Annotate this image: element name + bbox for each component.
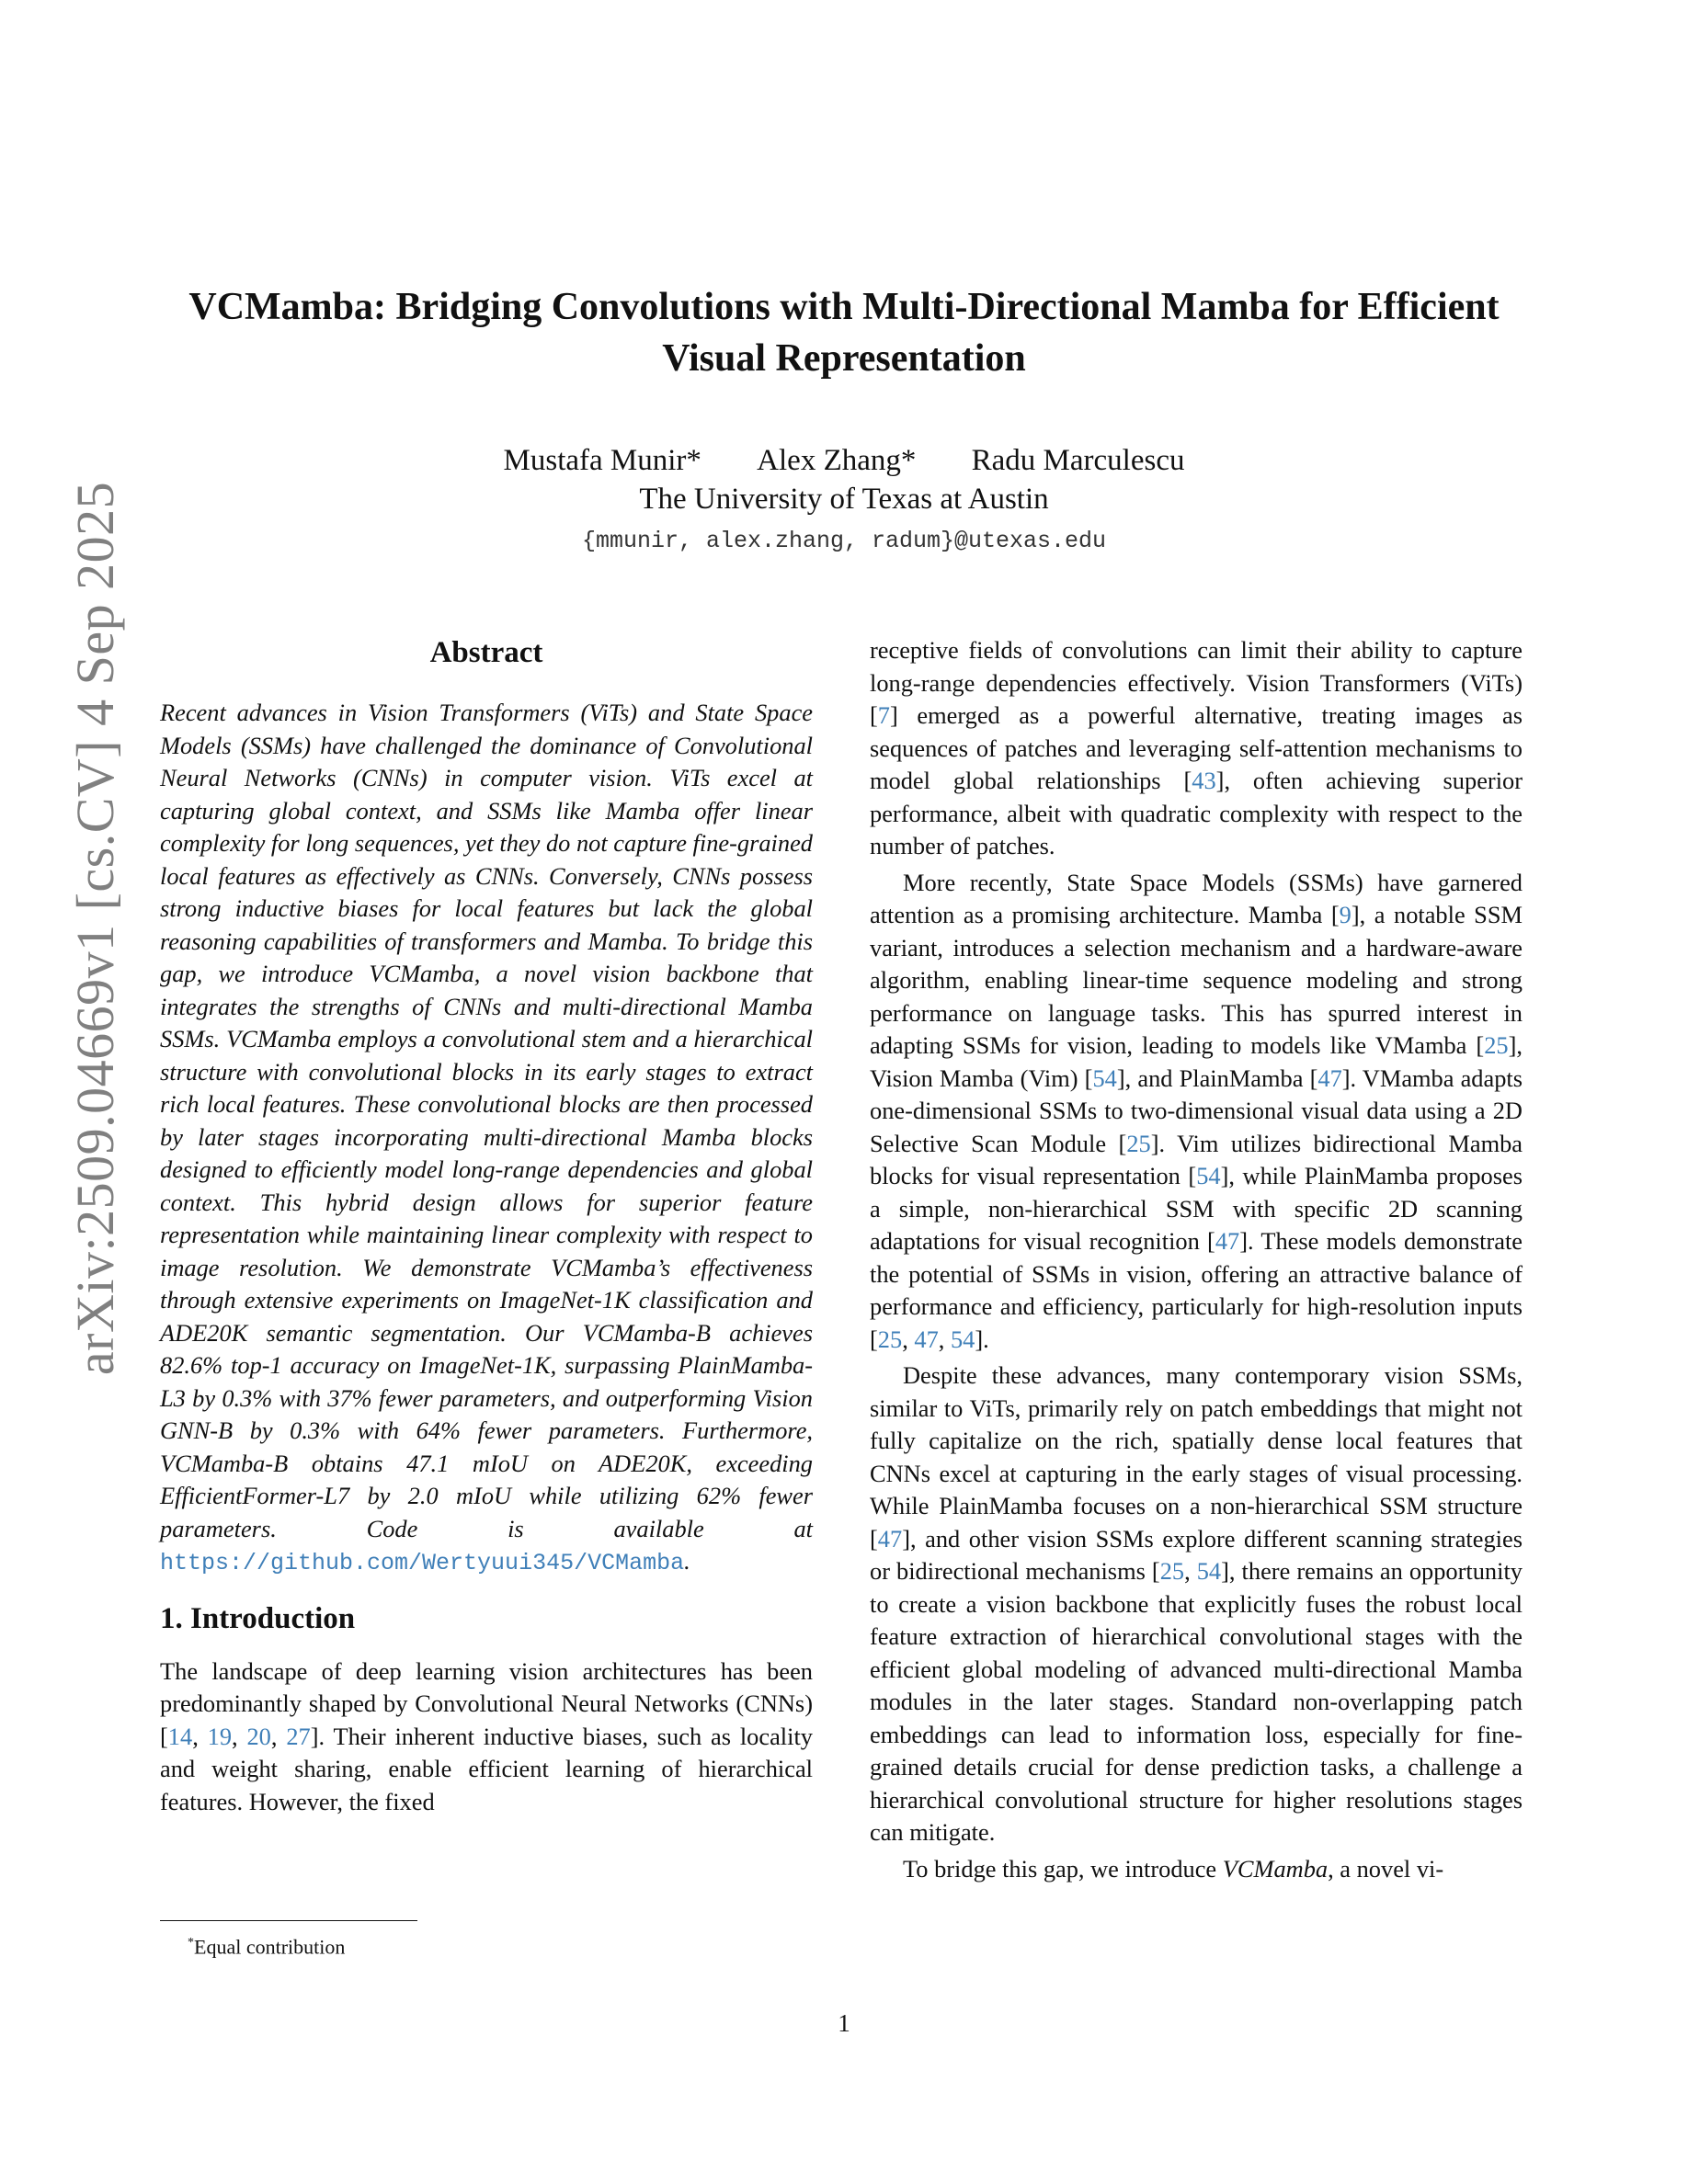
affiliation: The University of Texas at Austin <box>639 483 1049 516</box>
text-run: , <box>902 1325 915 1353</box>
citation-link[interactable]: 47 <box>877 1524 903 1553</box>
text-run: ], and other vision SSMs explore different scanning strategies or bidirectional mechanisms [ <box>870 1524 1523 1585</box>
citation-link[interactable]: 47 <box>1317 1064 1342 1092</box>
page-number: 1 <box>838 2009 850 2037</box>
citation-link[interactable]: 20 <box>246 1722 271 1750</box>
right-column <box>870 634 1523 1885</box>
author-emails: {mmunir, alex.zhang, radum}@utexas.edu <box>581 528 1107 554</box>
abstract-end: . <box>684 1547 690 1575</box>
text-run: , a novel vi- <box>1328 1854 1444 1883</box>
text-run: ]. These models demonstrate the potential of SSMs in vision, offering an attractive balance of performance and efficiency, particularly for high-resolution inputs [ <box>870 1227 1523 1353</box>
text-run: , <box>232 1722 247 1750</box>
citation-link[interactable]: 7 <box>877 701 890 729</box>
text-run: ] emerged as a powerful alternative, treating images as sequences of patches and leveraging self-attention mechanisms to model global relationships [ <box>870 701 1523 794</box>
body-paragraph <box>870 867 1523 1357</box>
intro-paragraph <box>160 1655 813 1819</box>
citation-link[interactable]: 19 <box>207 1722 233 1750</box>
text-run: ], a notable SSM variant, introduces a selection mechanism and a hardware-aware algorithm, enabling linear-time sequence modeling and strong performance on language tasks. This has spurred interest in adapting SSMs for vision, leading to models like VMamba [ <box>870 901 1523 1059</box>
paper-title: VCMamba: Bridging Convolutions with Multi-Directional Mamba for Efficient Visual Representation <box>188 286 1500 380</box>
arxiv-stamp: arXiv:2509.04669v1 [cs.CV] 4 Sep 2025 <box>65 481 125 1376</box>
text-run: To bridge this gap, we introduce <box>903 1854 1223 1883</box>
text-run: The landscape of deep learning vision architectures has been predominantly shaped by Convolutional Neural Networks (CNNs) [ <box>160 1656 813 1750</box>
citation-link[interactable]: 54 <box>1196 1557 1222 1585</box>
citation-link[interactable]: 25 <box>1126 1129 1151 1157</box>
citation-link[interactable]: 27 <box>286 1722 311 1750</box>
text-run: Despite these advances, many contemporary vision SSMs, similar to ViTs, primarily rely on patch embeddings that might not fully capitalize on the rich, spatially dense local features that CNNs excel at capturing in the early stages of visual processing. While PlainMamba focuses on a non-hierarchical SSM structure [ <box>870 1361 1523 1553</box>
citation-link[interactable]: 25 <box>1484 1031 1509 1059</box>
text-run: ], while PlainMamba proposes a simple, non-hierarchical SSM with specific 2D scanning adaptations for visual recognition [ <box>870 1162 1523 1255</box>
abstract-heading: Abstract <box>429 636 543 669</box>
author-name: Radu Marculescu <box>971 444 1185 477</box>
text-run: , <box>938 1325 951 1353</box>
footnote-mark: * <box>188 1936 194 1950</box>
text-run: More recently, State Space Models (SSMs) have garnered attention as a promising architecture. Mamba [ <box>870 868 1523 928</box>
text-run: ], often achieving superior performance, albeit with quadratic complexity with respect to the number of patches. <box>870 767 1523 859</box>
citation-link[interactable]: 9 <box>1339 901 1352 928</box>
body-paragraph <box>870 634 1523 863</box>
footnote-text: Equal contribution <box>194 1935 346 1959</box>
citation-link[interactable]: 25 <box>877 1325 903 1353</box>
footnote-rule <box>160 1920 417 1921</box>
citation-link[interactable]: 25 <box>1159 1557 1185 1585</box>
code-link[interactable]: https://github.com/Wertyuui345/VCMamba <box>160 1550 685 1576</box>
text-run: , <box>270 1722 287 1750</box>
author-list <box>156 441 1532 480</box>
text-run: ]. <box>975 1325 989 1353</box>
citation-link[interactable]: 43 <box>1192 767 1216 794</box>
text-run: , <box>192 1722 208 1750</box>
section-heading-introduction: 1. Introduction <box>160 1601 356 1635</box>
citation-link[interactable]: 54 <box>1196 1162 1221 1189</box>
citation-link[interactable]: 54 <box>950 1325 975 1353</box>
citation-link[interactable]: 14 <box>167 1722 193 1750</box>
text-run: ]. VMamba adapts one-dimensional SSMs to two-dimensional visual data using a 2D Selective Scan Module [ <box>870 1064 1523 1157</box>
citation-link[interactable]: 54 <box>1092 1064 1117 1092</box>
author-name: Mustafa Munir* <box>503 444 701 477</box>
abstract-body: Recent advances in Vision Transformers (ViTs) and State Space Models (SSMs) have challenged the dominance of Convolutional Neural Networks (CNNs) in computer vision. ViTs excel at capturing global context, and SSMs like Mamba offer linear complexity for long sequences, yet they do not capture fine-grained local features as effectively as CNNs. Conversely, CNNs possess strong inductive biases for local features but lack the global reasoning capabilities of transformers and Mamba. To bridge this gap, we introduce VCMamba, a novel vision backbone that integrates the strengths of CNNs and multi-directional Mamba SSMs. VCMamba employs a convolutional stem and a hierarchical structure with convolutional blocks in its early stages to extract rich local features. These convolutional blocks are then processed by later stages incorporating multi-directional Mamba blocks designed to efficiently model long-range dependencies and global context. This hybrid design allows for superior feature representation while maintaining linear complexity with respect to image resolution. We demonstrate VCMamba’s effectiveness through extensive experiments on ImageNet-1K classification and ADE20K semantic segmentation. Our VCMamba-B achieves 82.6% top-1 accuracy on ImageNet-1K, surpassing PlainMamba-L3 by 0.3% with 37% fewer parameters, and outperforming Vision GNN-B by 0.3% with 64% fewer parameters. Furthermore, VCMamba-B obtains 47.1 mIoU on ADE20K, exceeding EfficientFormer-L7 by 2.0 mIoU while utilizing 62% fewer parameters. Code is available at <box>160 699 813 1542</box>
left-column <box>160 634 813 1818</box>
text-run: ]. Their inherent inductive biases, such as locality and weight sharing, enable efficient learning of hierarchical features. However, the fixed <box>160 1722 813 1815</box>
body-paragraph <box>870 1853 1523 1886</box>
body-paragraph <box>870 1359 1523 1849</box>
model-name-emphasis: VCMamba <box>1222 1854 1329 1883</box>
text-run: ], Vision Mamba (Vim) [ <box>870 1031 1523 1092</box>
footnote <box>188 1930 345 1960</box>
text-run: ], there remains an opportunity to create a vision backbone that explicitly fuses the robust local feature extraction of hierarchical convolutional stages with the efficient global modeling of advanced multi-directional Mamba modules in the later stages. Standard non-overlapping patch embeddings can lead to information loss, especially for fine-grained details crucial for dense prediction tasks, a challenge a hierarchical convolutional structure for higher resolutions stages can mitigate. <box>870 1557 1523 1846</box>
text-run: ], and PlainMamba [ <box>1116 1064 1318 1092</box>
text-run: receptive fields of convolutions can limit their ability to capture long-range dependencies effectively. Vision Transformers (ViTs) [ <box>870 636 1523 729</box>
abstract-text <box>160 697 813 1580</box>
text-run: ]. Vim utilizes bidirectional Mamba blocks for visual representation [ <box>870 1129 1523 1189</box>
citation-link[interactable]: 47 <box>1215 1227 1240 1255</box>
text-run: , <box>1184 1557 1197 1585</box>
author-name: Alex Zhang* <box>757 444 917 477</box>
citation-link[interactable]: 47 <box>914 1325 939 1353</box>
